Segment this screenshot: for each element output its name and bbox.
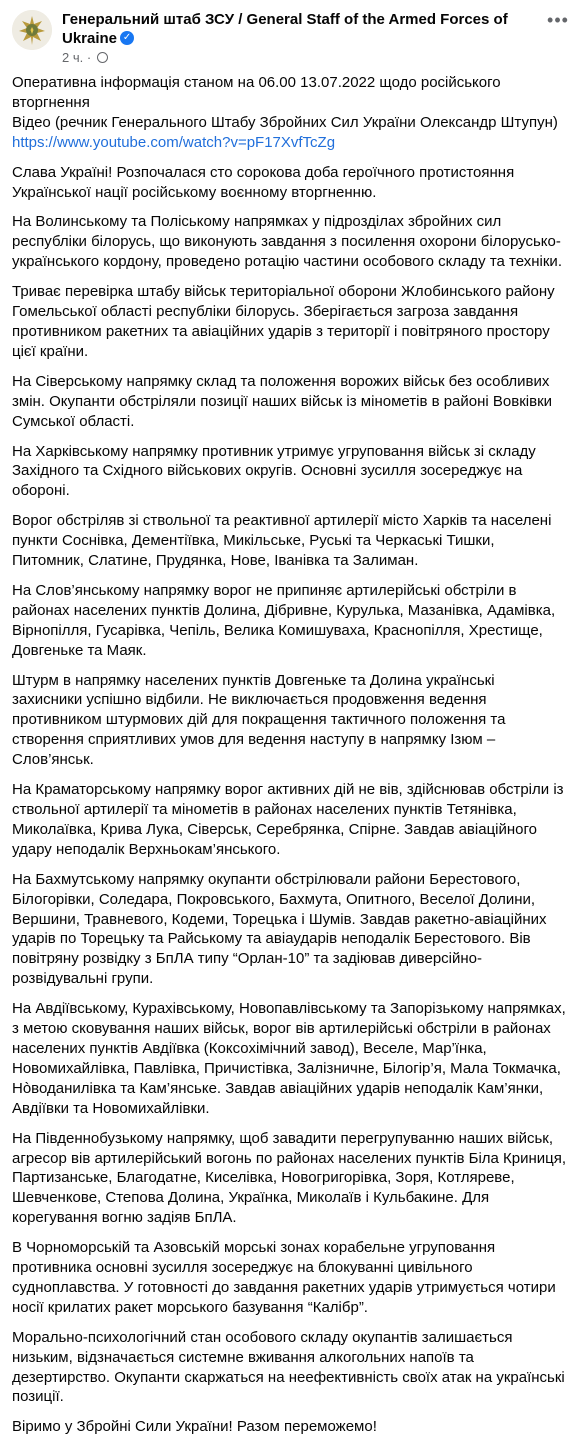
paragraph: На Сіверському напрямку склад та положення ворожих військ без особливих змін. Окупанти обстріляли позиції наших військ із мінометів в районі Вовківки Сумської області. xyxy=(12,372,553,430)
author-name[interactable] xyxy=(62,10,532,48)
intro-line-2: Відео (речник Генерального Штабу Збройних Сил України Олександр Штупун) xyxy=(12,113,558,131)
post-meta xyxy=(62,50,108,66)
page-avatar[interactable] xyxy=(12,10,52,50)
paragraph: На Південнобузькому напрямку, щоб завадити перегрупуванню наших військ, агресор вів артилерійський вогонь по районах населених пунктів Біла Криниця, Партизанське, Благодатне, Киселівка, Новогригорівка, Зоря, Котляреве, Шевченкове, Степова Долина, Українка, Миколаїв і Кульбакине. Для корегування вогню задіяв БпЛА. xyxy=(12,1129,567,1227)
post-intro xyxy=(12,73,568,153)
intro-line-1: Оперативна інформація станом на 06.00 13.07.2022 щодо російського вторгнення xyxy=(12,74,501,111)
post-body xyxy=(12,73,568,1447)
paragraph: Ворог обстріляв зі ствольної та реактивної артилерії місто Харків та населені пункти Соснівка, Дементіївка, Микільське, Руські та Черкаські Тишки, Питомник, Слатине, Прудянка, Нове, Іванівка та Залиман. xyxy=(12,512,552,570)
youtube-link[interactable]: https://www.youtube.com/watch?v=pF17XvfTcZg xyxy=(12,133,336,151)
paragraph: На Бахмутському напрямку окупанти обстрілювали райони Берестового, Білогорівки, Соледара, Покровського, Бахмута, Опитного, Веселої Долини, Вершини, Травневого, Кодеми, Торецька і Шумів. Завдав ракетно-авіаційних ударів по Торецьку та Райському та авіаударів неподалік Берестового. Вів повітряну розвідку з БпЛА типу “Орлан-10” та задіював диверсійно-розвідувальні групи. xyxy=(12,870,547,988)
paragraph: Штурм в напрямку населених пунктів Довгеньке та Долина українські захисники успішно відбили. Не виключається продовження ведення противником штурмових дій для покращення тактичного положення та створення сприятливих умов для ведення наступу в напрямку Ізюм – Слов’янськ. xyxy=(12,671,506,769)
paragraph: В Чорноморській та Азовській морські зонах корабельне угруповання противника основні зусилля зосереджує на блокуванні цивільного судноплавства. У готовності до завдання ракетних ударів утримується чотири носії крилатих ракет морського базування “Калібр”. xyxy=(12,1239,556,1316)
paragraph: Слава Україні! Розпочалася сто сорокова доба героїчного протистояння Українськoї нації російському воєнному вторгненню. xyxy=(12,163,515,201)
paragraph: На Слов’янському напрямку ворог не припиняє артилерійські обстріли в районах населених пунктів Долина, Дібривне, Курулька, Мазанівка, Адамівка, Вірнопілля, Гусарівка, Чепіль, Велика Комишуваха, Краснопілля, Хрестище, Довгеньке та Маяк. xyxy=(12,581,556,659)
verified-check-icon: ✓ xyxy=(120,31,134,45)
post-header xyxy=(12,10,572,66)
globe-icon xyxy=(97,52,108,63)
more-options-icon[interactable]: ••• xyxy=(547,10,569,30)
paragraph: Триває перевірка штабу військ територіальної оборони Жлобинського району Гомельської області республіки білорусь. Зберігається загроза завдання противником ракетних та авіаційних ударів з території і повітряного простору цієї країни. xyxy=(12,283,555,360)
paragraph: Морально-психологічний стан особового складу окупантів залишається низьким, відзначається системне вживання алкогольних напоїв та дезертирство. Окупанти скаржаться на неефективність своїх атак на українські позиції. xyxy=(12,1328,565,1406)
paragraph: На Волинському та Поліському напрямках у підрозділах збройних сил республіки білорусь, що виконують завдання з посилення охорони білорусько-українського кордону, проведено ротацію частини особового складу та техніки. xyxy=(12,213,562,271)
author-name-text[interactable]: Генеральний штаб ЗСУ / General Staff of the Armed Forces of Ukraine xyxy=(62,11,508,47)
post-timestamp[interactable]: 2 ч. xyxy=(62,50,84,65)
paragraph: На Харківському напрямку противник утримує угруповання військ зі складу Західного та Східного військових округів. Основні зусилля зосереджує на обороні. xyxy=(12,442,536,500)
paragraph: Віримо у Збройні Сили України! Разом переможемо! xyxy=(12,1418,377,1436)
coat-of-arms-icon xyxy=(12,10,52,50)
paragraph: На Авдіївському, Курахівському, Новопавлівському та Запорізькому напрямках, з метою сковування наших військ, ворог вів артилерійські обстріли в районах населених пунктів Авдіївка (Коксохімічний завод), Веселе, Мар’їнка, Новомихайлівка, Павлівка, Причистівка, Залізничне, Білогір’я, Мала Токмачка, Нòводанилівка та Кам’янське. Завдав авіаційних ударів неподалік Кам’янки, Авдіївки та Новомихайлівки. xyxy=(12,1000,566,1117)
paragraph: На Краматорському напрямку ворог активних дій не вів, здійснював обстріли із ствольної артилерії та мінометів в районах населених пунктів Тетянівка, Миколаївка, Крива Лука, Сіверськ, Серебрянка, Спірне. Завдав авіаційного удару неподалік Верхньокам’янського. xyxy=(12,781,564,858)
meta-separator: · xyxy=(86,50,95,65)
